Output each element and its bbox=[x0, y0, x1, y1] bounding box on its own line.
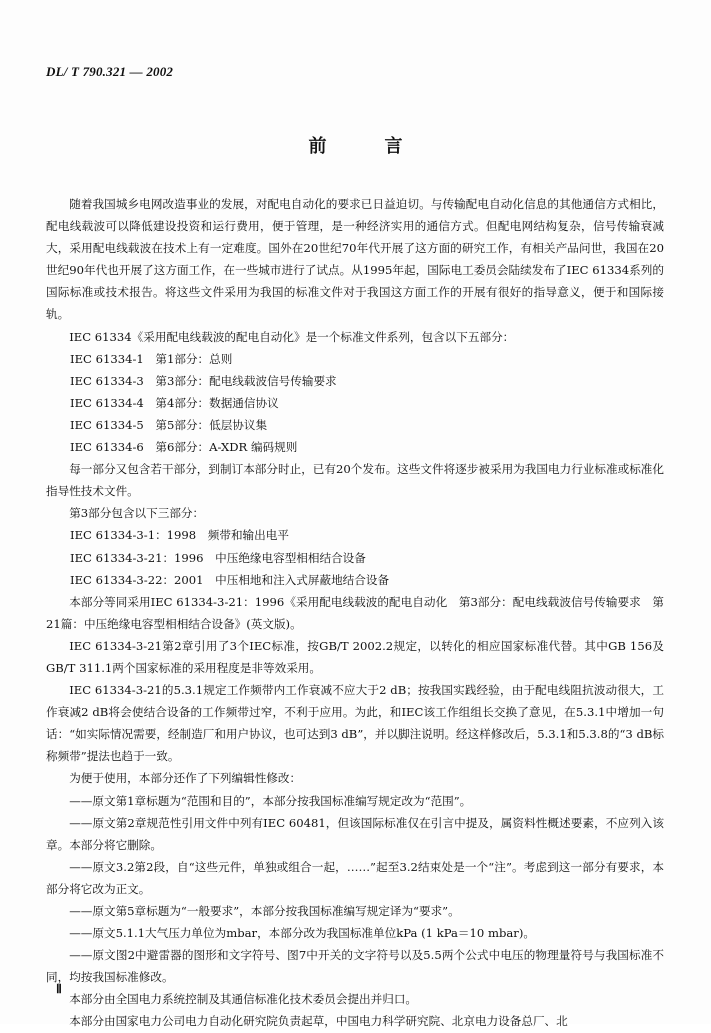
paragraph: 本部分等同采用IEC 61334-3-21：1996《采用配电线载波的配电自动化 第3部分：配电线载波信号传输要求 第21篇：中压绝缘电容型相相结合设备》(英文版)。 bbox=[46, 594, 664, 631]
subpart-list-item: IEC 61334-3-21：1996 中压绝缘电容型相相结合设备 bbox=[70, 550, 366, 565]
edit-note: ——原文第2章规范性引用文件中列有IEC 60481，但该国际标准仅在引言中提及，属资料性概述要素，不应列入该章。本部分将它删除。 bbox=[46, 815, 664, 852]
page-number: Ⅱ bbox=[56, 982, 62, 996]
edit-note: ——原文3.2第2段，自“这些元件，单独或组合一起，……”起至3.2结束处是一个“注”。考虑到这一部分有要求，本部分将它改为正文。 bbox=[46, 859, 664, 896]
part-list-item: IEC 61334-6 第6部分：A-XDR 编码规则 bbox=[70, 440, 298, 455]
part-list-item: IEC 61334-5 第5部分：低层协议集 bbox=[70, 417, 268, 432]
paragraph: 本部分由国家电力公司电力自动化研究院负责起草，中国电力科学研究院、北京电力设备总厂、北 bbox=[69, 1014, 568, 1029]
paragraph: IEC 61334《采用配电线载波的配电自动化》是一个标准文件系列，包含以下五部分： bbox=[69, 329, 515, 344]
edit-note: ——原文第5章标题为“一般要求”，本部分按我国标准编写规定译为“要求”。 bbox=[69, 904, 460, 918]
part-list-item: IEC 61334-1 第1部分：总则 bbox=[70, 351, 233, 366]
subpart-list-item: IEC 61334-3-22：2001 中压相地和注入式屏蔽地结合设备 bbox=[70, 572, 390, 587]
edit-note: ——原文5.1.1大气压力单位为mbar，本部分改为我国标准单位kPa (1 kPa＝10 mbar)。 bbox=[69, 926, 535, 941]
edit-note: ——原文第1章标题为“范围和目的”，本部分按我国标准编写规定改为“范围”。 bbox=[69, 793, 472, 808]
page-title: 前言 bbox=[308, 136, 461, 157]
paragraph: 本部分由全国电力系统控制及其通信标准化技术委员会提出并归口。 bbox=[69, 992, 418, 1007]
paragraph: 随着我国城乡电网改造事业的发展，对配电自动化的要求已日益迫切。与传输配电自动化信息的其他通信方式相比，配电线载波可以降低建设投资和运行费用，便于管理，是一种经济实用的通信方式。但配电网结构复杂，信号传输衰减大，采用配电线载波在技术上有一定难度。国外在20世纪70年代开展了这方面的研究工作，有相关产品问世，我国在20世纪90年代也开展了这方面工作，在一些城市进行了试点。从1995年起，国际电工委员会陆续发布了IEC 61334系列的国际标准或技术报告。将这些文件采用为我国的标准文件对于我国这方面工作的开展有很好的指导意义，便于和国际接轨。 bbox=[46, 197, 664, 322]
part-list-item: IEC 61334-4 第4部分：数据通信协议 bbox=[70, 395, 279, 410]
edit-note: ——原文图2中避雷器的图形和文字符号、图7中开关的文字符号以及5.5两个公式中电压的物理量符号与我国标准不同，均按我国标准修改。 bbox=[46, 948, 664, 985]
paragraph: 为便于使用，本部分还作了下列编辑性修改： bbox=[69, 771, 302, 786]
subpart-list-item: IEC 61334-3-1：1998 频带和输出电平 bbox=[70, 528, 289, 543]
paragraph: 每一部分又包含若干部分，到制订本部分时止，已有20个发布。这些文件将逐步被采用为我国电力行业标准或标准化指导性技术文件。 bbox=[46, 462, 664, 499]
foreword-body bbox=[46, 193, 664, 1033]
paragraph: IEC 61334-3-21第2章引用了3个IEC标准，按GB/T 2002.2规定，以转化的相应国家标准代替。其中GB 156及GB/T 311.1两个国家标准的采用程度是非等效采用。 bbox=[46, 638, 664, 675]
paragraph: 第3部分包含以下三部分： bbox=[69, 506, 205, 521]
part-list-item: IEC 61334-3 第3部分：配电线载波信号传输要求 bbox=[70, 373, 337, 388]
paragraph: IEC 61334-3-21的5.3.1规定工作频带内工作衰减不应大于2 dB；按我国实践经验，由于配电线阻抗波动很大，工作衰减2 dB将会使结合设备的工作频带过窄，不利于应用。为此，和IEC该工作组组长交换了意见，在5.3.1中增加一句话：“如实际情况需要，经制造厂和用户协议，也可达到3 dB”，并以脚注说明。经这样修改后，5.3.1和5.3.8的“3 dB标称频带”提法也趋于一致。 bbox=[46, 683, 664, 764]
document-code: DL/ T 790.321 — 2002 bbox=[46, 64, 174, 79]
